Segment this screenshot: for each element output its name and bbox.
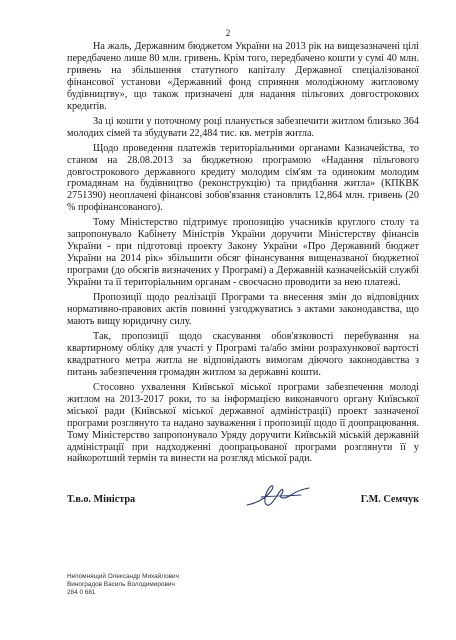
paragraph: Стосовно ухвалення Київської міської програми забезпечення молоді житлом на 2013-2017 роки, то за інформацією виконавчого органу Київської міської ради (Київської міської державної адміністрації) проект зазначеної програми розглянуто та надано зауваження і пропозиції щодо її доопрацювання. Тому Міністерство запропонувало Уряду доручити Київській міській державній адміністрації при надходженні доопрацьованої програми розглянути її у найкоротший термін та винести на розгляд міської ради. [67, 381, 419, 465]
paragraph: Щодо проведення платежів територіальними органами Казначейства, то станом на 28.08.2013 за бюджетною програмою «Надання пільгового довгострокового державного кредиту молодим сім'ям та одиноким молодим громадянам на будівництво (реконструкцію) та придбання житла» (КПКВК 2751390) неоплачені фінансові зобов'язання становлять 12,864 млн. гривень (20 % профінансованого). [67, 142, 419, 214]
footer-line: 284 0 681 [67, 589, 96, 596]
footer-line: Виноградов Василь Володимирович [67, 581, 175, 588]
signature-block [67, 481, 419, 511]
footer-line: Непомнящий Олександр Михайлович [67, 573, 179, 580]
signatory-name: Г.М. Семчук [360, 494, 419, 505]
paragraph: На жаль, Державним бюджетом України на 2013 рік на вищезазначені цілі передбачено лише 80 млн. гривень. Крім того, передбачено кошти у сумі 40 млн. гривень на збільшення статутного капіталу Державної спеціалізованої фінансової установи «Державний фонд сприяння молодіжному житловому будівництву», що також призначені для надання пільгових довгострокових кредитів. [67, 41, 419, 112]
handwritten-signature [243, 481, 315, 511]
letter-body [67, 41, 419, 468]
paragraph: Пропозиції щодо реалізації Програми та внесення змін до відповідних нормативно-правових актів повинні узгоджуватись з актами законодавства, що мають вищу юридичну силу. [67, 292, 419, 327]
paragraph: Так, пропозиції щодо скасування обов'язковості перебування на квартирному обліку для участі у Програмі та/або зміни розрахункової вартості квадратного метра житла не відповідають вимогам діючого законодавства з питань забезпечення громадян житлом за державні кошти. [67, 330, 419, 378]
paragraph: За ці кошти у поточному році планується забезпечити житлом близько 364 молодих сімей та збудувати 22,484 тис. кв. метрів житла. [67, 115, 419, 139]
signatory-position: Т.в.о. Міністра [67, 494, 136, 505]
page-number: 2 [225, 28, 231, 38]
executor-footer [67, 573, 179, 597]
paragraph: Тому Міністерство підтримує пропозицію учасників круглого столу та запропонувало Кабінету Міністрів України доручити Міністерству фінансів України - при підготовці проекту Закону України «Про Державний бюджет України на 2014 рік» збільшити обсяг фінансування вищеназваної бюджетної програми (до обсягів визначених у Програмі) а Державній казначейській службі України та її територіальним органам - своєчасно проводити за нею платежі. [67, 217, 419, 289]
